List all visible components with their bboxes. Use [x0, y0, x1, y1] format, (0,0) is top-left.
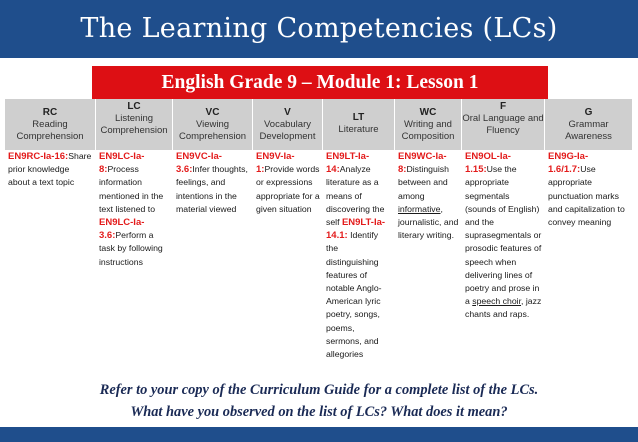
competency-code: EN9LC-Ia-3.6: — [99, 217, 145, 242]
competency-code: EN9V-Ia-1: — [256, 151, 295, 176]
column-header-lc — [96, 99, 173, 150]
bottom-banner — [0, 427, 638, 442]
competency-code: EN9WC-Ia-8: — [398, 151, 447, 176]
column-name: Vocabulary Development — [259, 119, 316, 142]
competency-table — [5, 99, 632, 374]
competency-cell-f — [462, 150, 545, 322]
competency-code: EN9LT-Ia-14.1: — [326, 217, 386, 242]
column-wc — [395, 99, 462, 374]
competency-cell-g — [545, 150, 632, 229]
competency-cell-v — [253, 150, 323, 216]
competency-underlined-text: informative — [398, 203, 441, 214]
column-code: LT — [352, 112, 365, 123]
competency-code: EN9RC-Ia-16: — [8, 151, 69, 162]
competency-cell-vc — [173, 150, 253, 216]
competency-code: EN9G-Ia-1.6/1.7: — [548, 151, 589, 176]
competency-text: Use appropriate punctuation marks and capitalization to convey meaning — [548, 164, 625, 228]
competency-text: , jazz chants and raps. — [465, 296, 542, 320]
lesson-subtitle: English Grade 9 – Module 1: Lesson 1 — [161, 72, 479, 93]
column-f — [462, 99, 545, 374]
competency-cell-wc — [395, 150, 462, 242]
column-code: WC — [419, 107, 437, 118]
competency-cell-lc — [96, 150, 173, 269]
column-vc — [173, 99, 253, 374]
footer-question: What have you observed on the list of LCs? What does it mean? — [130, 404, 508, 420]
competency-text: Identify the distinguishing features of notable Anglo-American lyric poetry, songs, poems, sermons, and allegories — [326, 230, 382, 360]
competency-text: Infer thoughts, feelings, and intentions in the material viewed — [176, 164, 248, 214]
column-header-vc — [173, 99, 253, 150]
column-lc — [96, 99, 173, 374]
column-name: Oral Language and Fluency — [462, 113, 544, 136]
column-header-rc — [5, 99, 96, 150]
competency-code: EN9LC-Ia-8: — [99, 151, 145, 176]
column-header-lt — [323, 99, 395, 150]
competency-text: Distinguish between and among — [398, 164, 449, 201]
column-v — [253, 99, 323, 374]
column-code: LC — [127, 101, 141, 112]
column-header-g — [545, 99, 632, 150]
column-code: VC — [205, 107, 220, 118]
column-header-wc — [395, 99, 462, 150]
column-header-v — [253, 99, 323, 150]
column-code: F — [499, 101, 507, 112]
competency-text: Share prior knowledge about a text topic — [8, 151, 92, 188]
competency-text: Provide words or expressions appropriate for a given situation — [256, 164, 320, 214]
column-name: Reading Comprehension — [16, 119, 84, 142]
column-code: V — [284, 107, 291, 118]
column-code: RC — [42, 107, 58, 118]
footer-instruction: Refer to your copy of the Curriculum Guide for a complete list of the LCs. — [99, 382, 539, 398]
column-name: Writing and Composition — [401, 119, 455, 142]
competency-text: Perform a task by following instructions — [99, 230, 163, 267]
column-name: Listening Comprehension — [100, 113, 168, 136]
competency-text: Analyze literature as a means of discovering the self — [326, 164, 385, 228]
competency-code: EN9OL-Ia-1.15: — [465, 151, 511, 176]
column-lt — [323, 99, 395, 374]
column-g — [545, 99, 632, 374]
column-name: Viewing Comprehension — [178, 119, 247, 142]
column-rc — [5, 99, 96, 374]
competency-text: Process information mentioned in the text listened to — [99, 164, 164, 214]
column-header-f — [462, 99, 545, 150]
column-name: Literature — [338, 124, 379, 135]
competency-cell-lt — [323, 150, 395, 361]
competency-underlined-text: speech choir — [472, 296, 522, 307]
competency-code: EN9LT-Ia-14: — [326, 151, 370, 176]
competency-code: EN9VC-Ia-3.6: — [176, 151, 222, 176]
competency-cell-rc — [5, 150, 96, 190]
page-title: The Learning Competencies (LCs) — [80, 13, 558, 44]
competency-text: , journalistic, and literary writing. — [398, 203, 459, 241]
column-code: G — [584, 107, 593, 118]
competency-text: Use the appropriate segmentals (sounds of English) and the suprasegmentals or prosodic features of speech when delivering lines of poetry and prose in a — [465, 164, 542, 307]
column-name: Grammar Awareness — [565, 119, 612, 142]
